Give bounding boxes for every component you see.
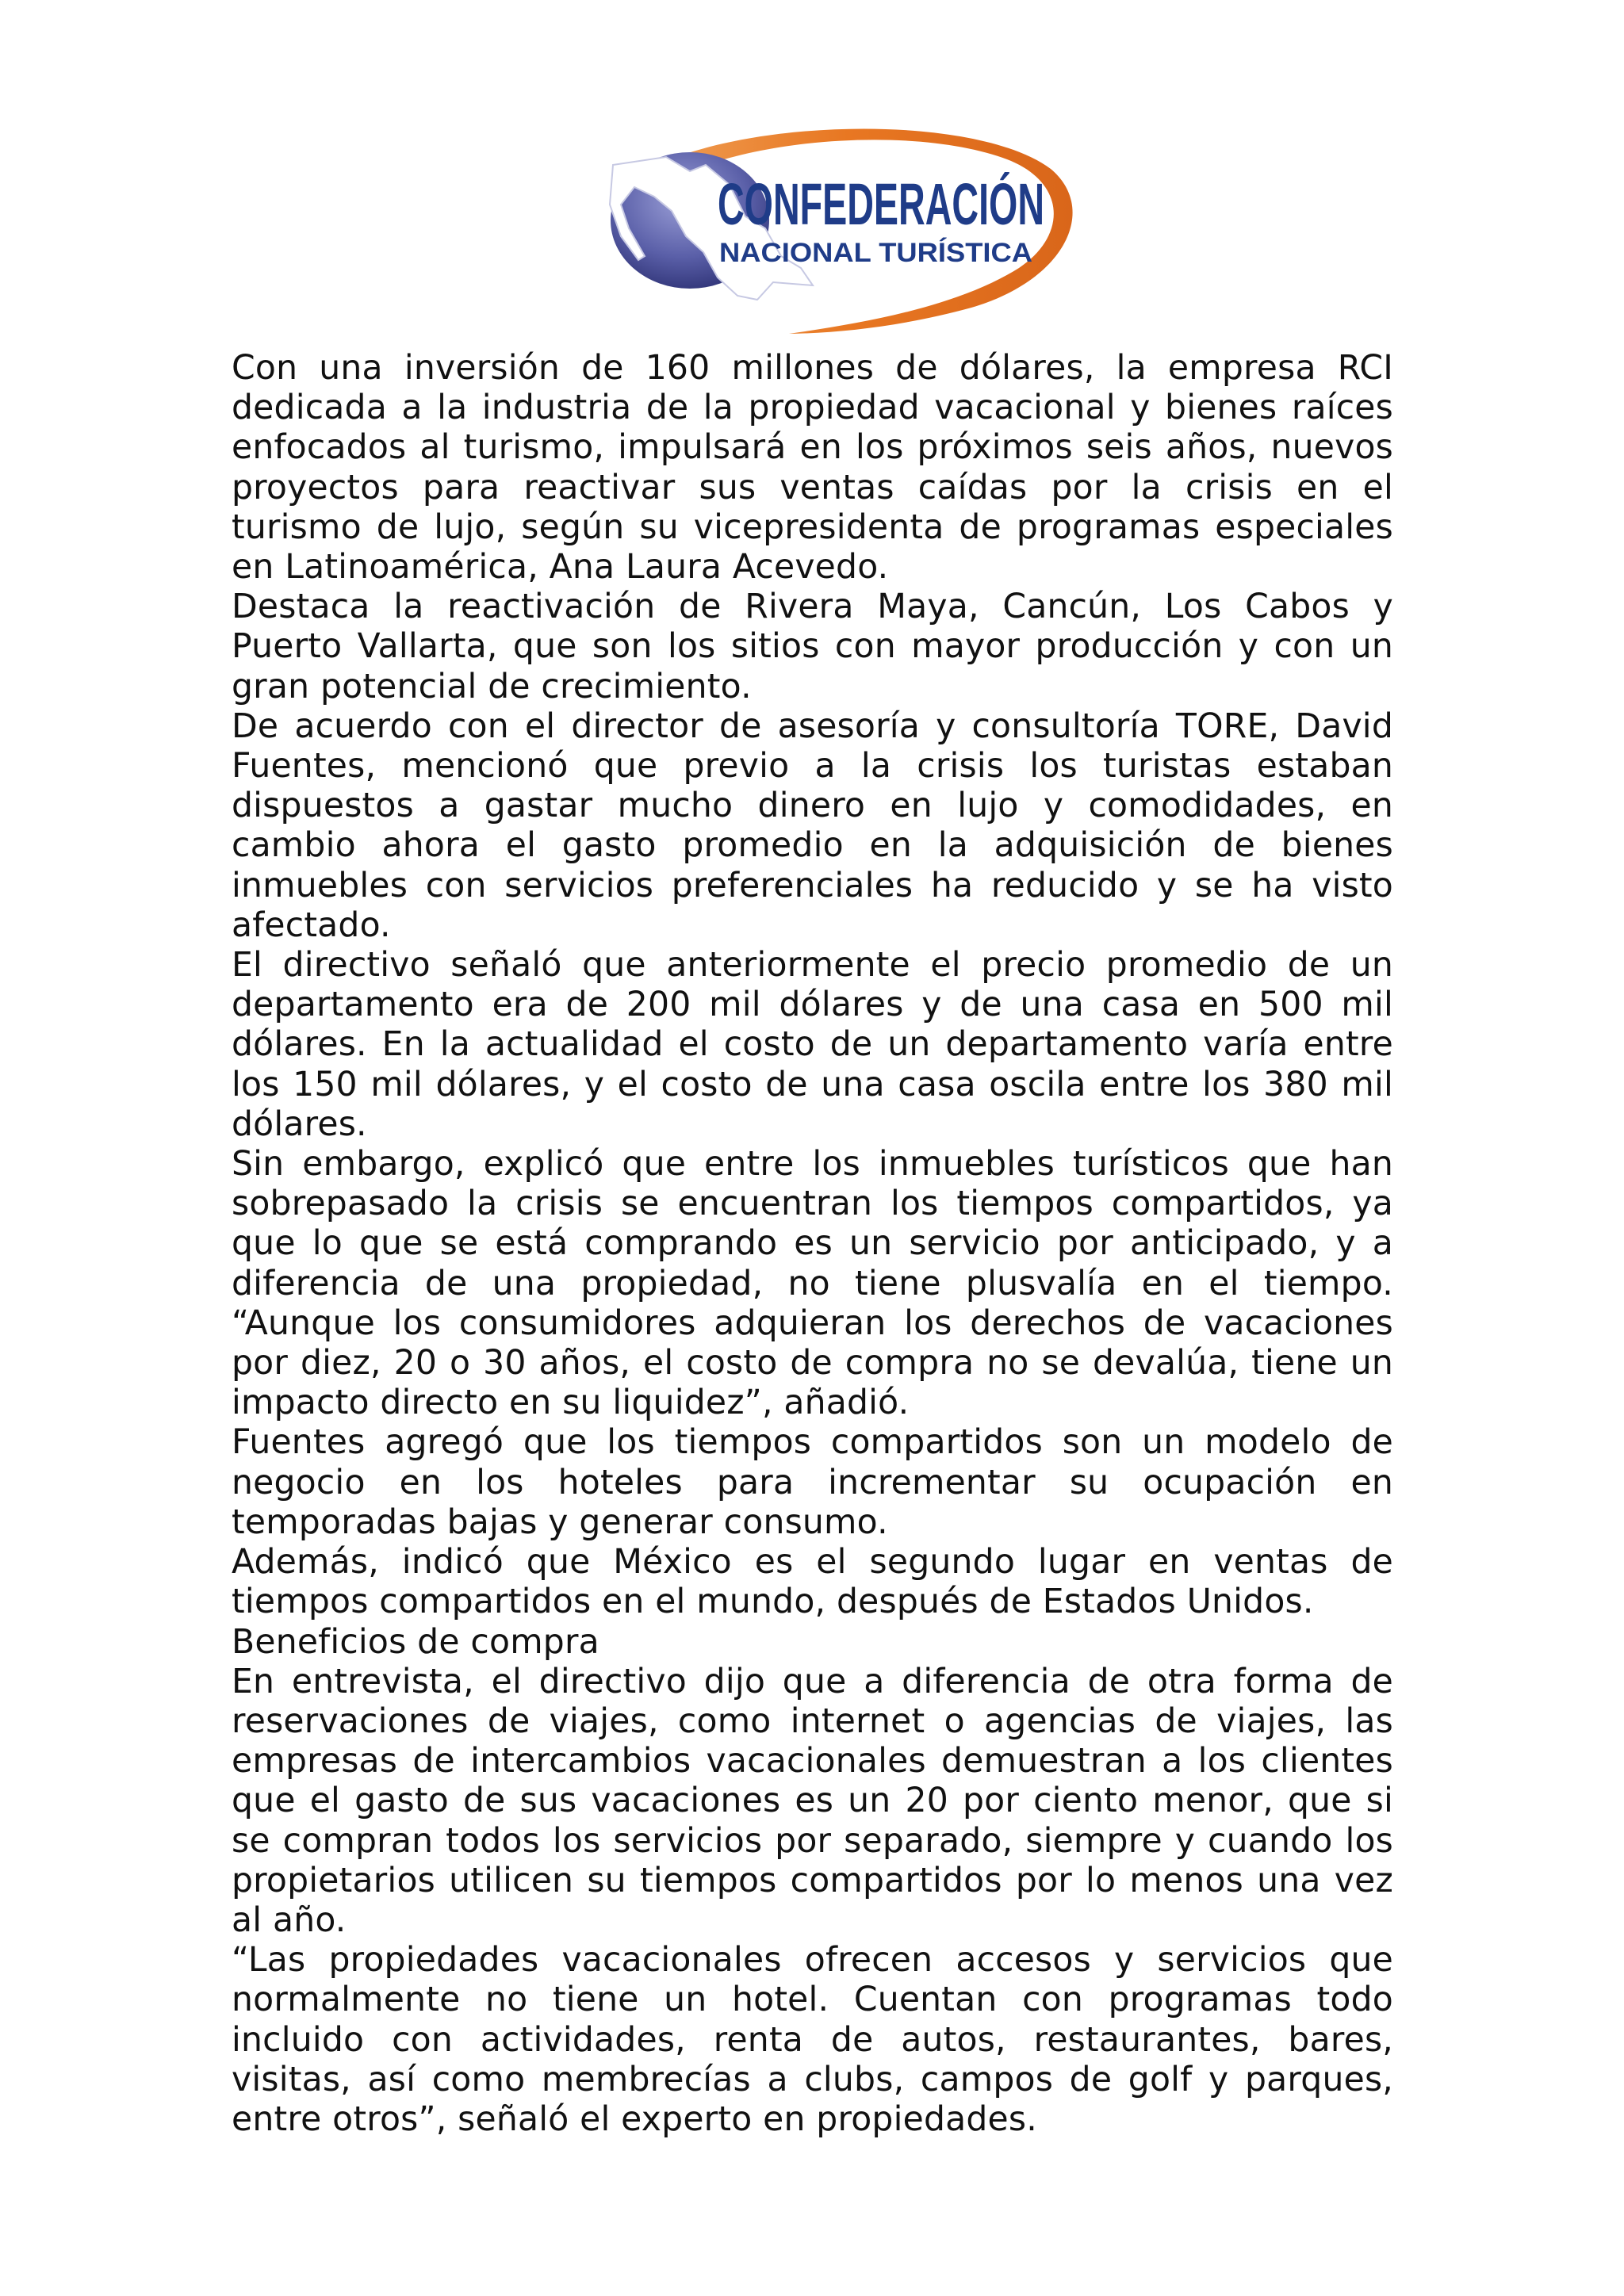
paragraph: “Las propiedades vacacionales ofrecen accesos y servicios que normalmente no tiene un hotel. Cuentan con programas todo incluido con actividades, renta de autos, restaurantes, bares, visitas, así como membrecías a clubs, campos de golf y parques, entre otros”, señaló el experto en propiedades. xyxy=(232,1941,1393,2139)
paragraph: En entrevista, el directivo dijo que a diferencia de otra forma de reservaciones de viajes, como internet o agencias de viajes, las empresas de intercambios vacacionales demuestran a los clientes que el gasto de sus vacaciones es un 20 por ciento menor, que si se compran todos los servicios por separado, siempre y cuando los propietarios utilicen su tiempos compartidos por lo menos una vez al año. xyxy=(232,1662,1393,1940)
paragraph: Fuentes agregó que los tiempos compartidos son un modelo de negocio en los hoteles para incrementar su ocupación en temporadas bajas y generar consumo. xyxy=(232,1423,1393,1542)
logo-line2: NACIONAL TURÍSTICA xyxy=(719,238,1032,268)
section-heading: Beneficios de compra xyxy=(232,1622,599,1662)
article-body xyxy=(232,349,1393,2140)
logo-line1: CONFEDERACIÓN xyxy=(718,171,1044,237)
confederacion-logo xyxy=(527,109,1082,347)
paragraph: Sin embargo, explicó que entre los inmuebles turísticos que han sobrepasado la crisis se encuentran los tiempos compartidos, ya que lo que se está comprando es un servicio por anticipado, y a diferencia de una propiedad, no tiene plusvalía en el tiempo. “Aunque los consumidores adquieran los derechos de vacaciones por diez, 20 o 30 años, el costo de compra no se devalúa, tiene un impacto directo en su liquidez”, añadió. xyxy=(232,1145,1393,1423)
paragraph: Destaca la reactivación de Rivera Maya, Cancún, Los Cabos y Puerto Vallarta, que son los sitios con mayor producción y con un gran potencial de crecimiento. xyxy=(232,587,1393,706)
paragraph: Con una inversión de 160 millones de dólares, la empresa RCI dedicada a la industria de la propiedad vacacional y bienes raíces enfocados al turismo, impulsará en los próximos seis años, nuevos proyectos para reactivar sus ventas caídas por la crisis en el turismo de lujo, según su vicepresidenta de programas especiales en Latinoamérica, Ana Laura Acevedo. xyxy=(232,349,1393,587)
paragraph: De acuerdo con el director de asesoría y consultoría TORE, David Fuentes, mencionó que previo a la crisis los turistas estaban dispuestos a gastar mucho dinero en lujo y comodidades, en cambio ahora el gasto promedio en la adquisición de bienes inmuebles con servicios preferenciales ha reducido y se ha visto afectado. xyxy=(232,706,1393,945)
paragraph: El directivo señaló que anteriormente el precio promedio de un departamento era de 200 mil dólares y de una casa en 500 mil dólares. En la actualidad el costo de un departamento varía entre los 150 mil dólares, y el costo de una casa oscila entre los 380 mil dólares. xyxy=(232,946,1393,1144)
paragraph: Además, indicó que México es el segundo lugar en ventas de tiempos compartidos en el mundo, después de Estados Unidos. xyxy=(232,1543,1393,1622)
